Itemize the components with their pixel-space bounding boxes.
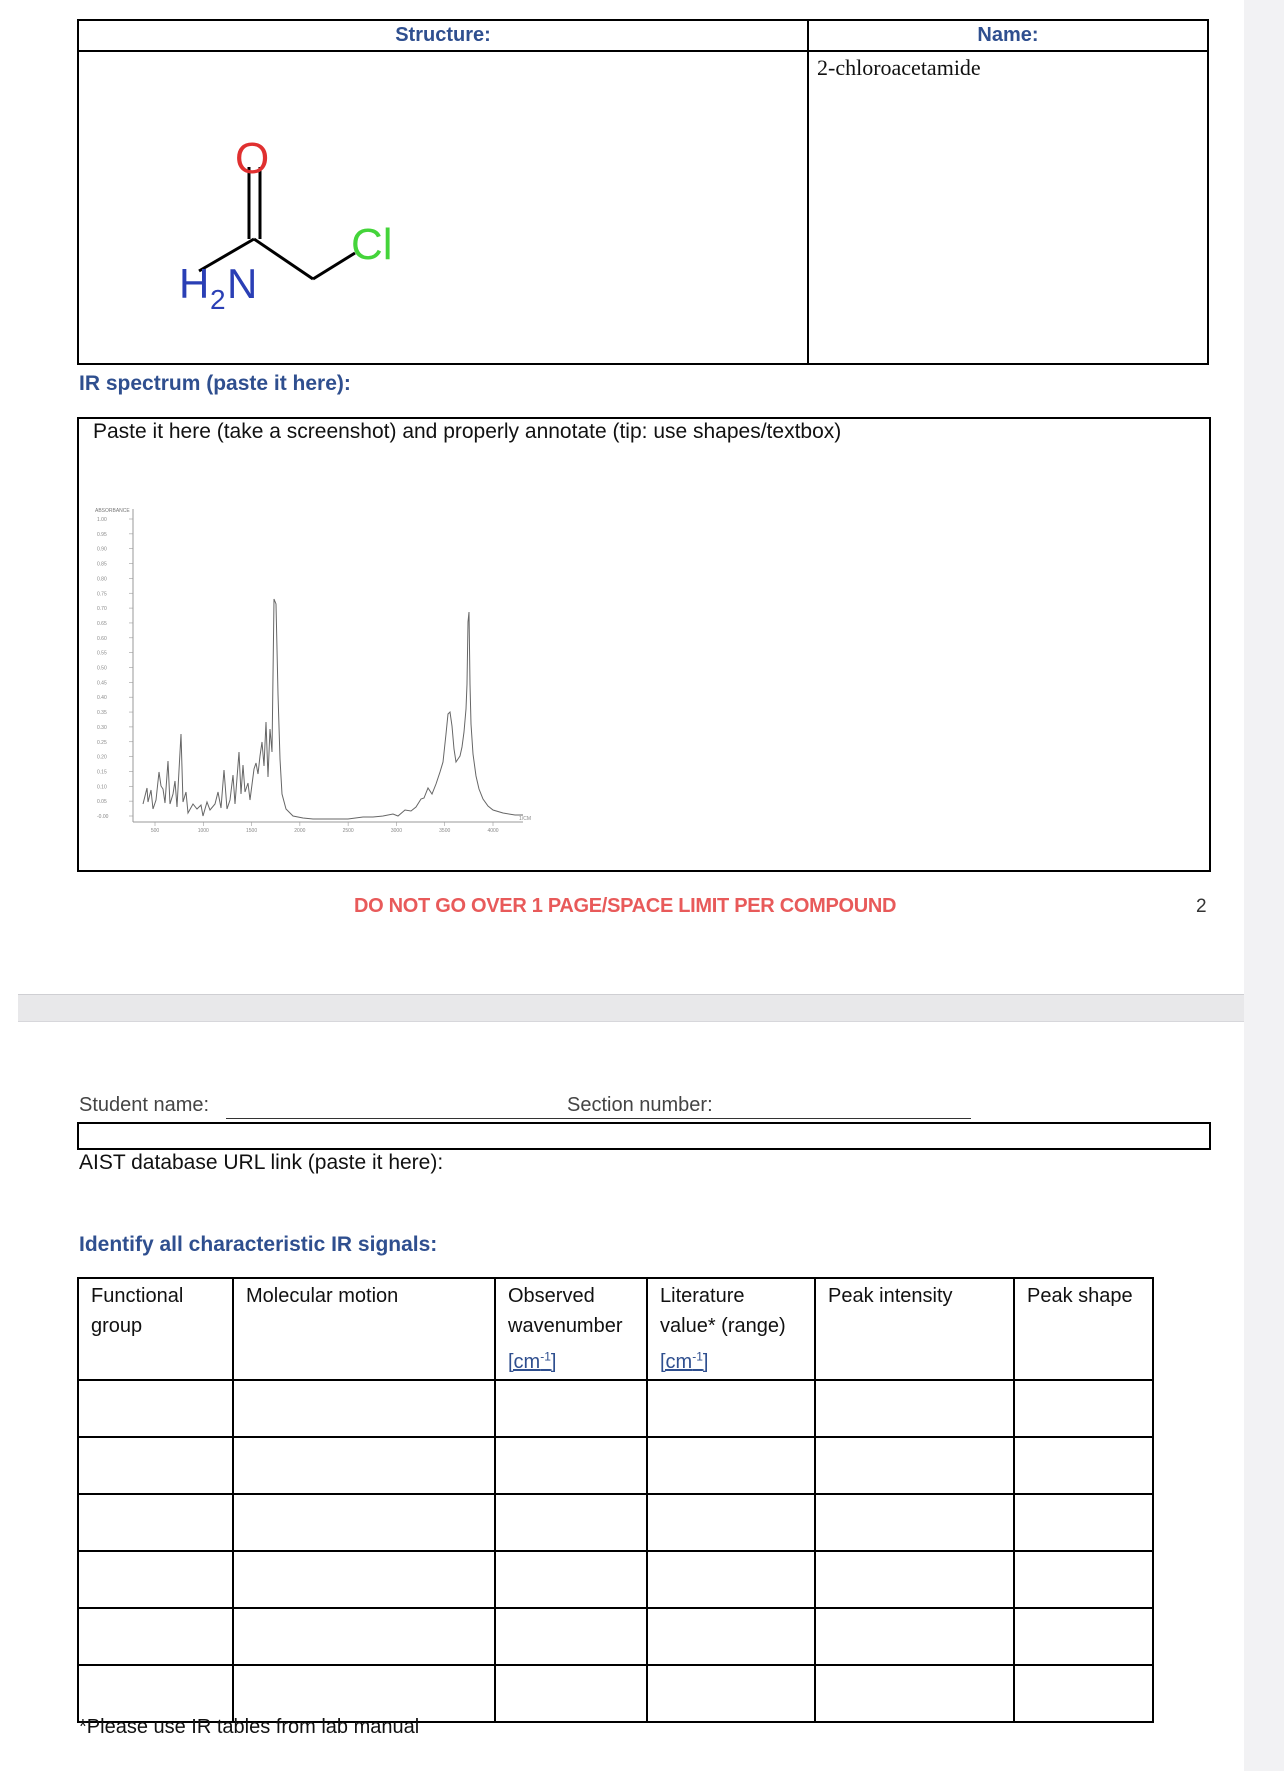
y-tick-label: 0.30 [97, 724, 107, 731]
y-tick-label: 0.05 [97, 799, 107, 806]
name-header: Name: [977, 24, 1039, 46]
x-tick-group [151, 822, 499, 834]
student-name-field[interactable] [226, 1118, 566, 1119]
table-cell[interactable] [815, 1380, 1014, 1437]
table-cell[interactable] [1014, 1551, 1153, 1608]
table-cell[interactable] [815, 1437, 1014, 1494]
x-tick-label: 3000 [390, 828, 402, 834]
table-cell[interactable] [233, 1380, 495, 1437]
oxygen-atom: O [235, 134, 270, 183]
table-cell[interactable] [647, 1551, 815, 1608]
aist-url-field[interactable] [77, 1122, 1211, 1150]
y-tick-label: 0.10 [97, 784, 107, 791]
ir-signals-label: Identify all characteristic IR signals: [79, 1233, 438, 1256]
header-literature-value [647, 1278, 815, 1380]
y-tick-label: 0.85 [97, 561, 107, 568]
amine-n: N [227, 260, 258, 307]
table-cell[interactable] [233, 1665, 495, 1722]
ir-spectrum-image[interactable] [93, 504, 533, 844]
space-limit-warning: DO NOT GO OVER 1 PAGE/SPACE LIMIT PER COMPOUND [354, 895, 897, 917]
header-observed-wavenumber [495, 1278, 647, 1380]
aist-url-label: AIST database URL link (paste it here): [79, 1151, 444, 1174]
x-axis-unit: 1/CM [519, 816, 531, 822]
y-tick-label: 0.95 [97, 531, 107, 538]
header-text: wavenumber [508, 1315, 623, 1337]
table-row [78, 1551, 1153, 1608]
y-tick-label: 0.70 [97, 606, 107, 613]
viewer-margin [1244, 0, 1284, 1771]
y-tick-label: 0.15 [97, 769, 107, 776]
compound-name[interactable]: 2-chloroacetamide [817, 55, 981, 80]
page-break-gap [18, 994, 1244, 1022]
header-text: value* (range) [660, 1315, 786, 1337]
table-cell[interactable] [1014, 1608, 1153, 1665]
y-tick-label: 0.40 [97, 695, 107, 702]
table-divider [79, 50, 1207, 52]
header-text: group [91, 1315, 143, 1337]
y-tick-label: 0.90 [97, 546, 107, 553]
table-cell[interactable] [647, 1380, 815, 1437]
header-peak-shape: Peak shape [1014, 1278, 1153, 1380]
table-cell[interactable] [78, 1608, 233, 1665]
section-number-label: Section number: [567, 1094, 713, 1116]
y-tick-label: 0.60 [97, 635, 107, 642]
table-cell[interactable] [78, 1437, 233, 1494]
x-tick-label: 2500 [342, 828, 354, 834]
table-cell[interactable] [78, 1494, 233, 1551]
table-cell[interactable] [495, 1494, 647, 1551]
table-cell[interactable] [647, 1608, 815, 1665]
bond-c-cl [313, 253, 355, 279]
table-cell[interactable] [647, 1437, 815, 1494]
x-tick-label: 4000 [487, 828, 499, 834]
table-cell[interactable] [495, 1665, 647, 1722]
table-cell[interactable] [233, 1437, 495, 1494]
table-cell[interactable] [815, 1494, 1014, 1551]
structure-name-table [77, 19, 1209, 365]
table-row [78, 1608, 1153, 1665]
ir-spectrum-box[interactable] [77, 417, 1211, 872]
y-tick-label: 0.75 [97, 591, 107, 598]
x-tick-label: 2000 [294, 828, 306, 834]
table-cell[interactable] [815, 1665, 1014, 1722]
header-molecular-motion: Molecular motion [233, 1278, 495, 1380]
header-peak-intensity: Peak intensity [815, 1278, 1014, 1380]
y-tick-label: -0.00 [97, 814, 109, 820]
y-tick-label: 0.45 [97, 680, 107, 687]
table-row [78, 1494, 1153, 1551]
table-cell[interactable] [815, 1608, 1014, 1665]
table-cell[interactable] [233, 1608, 495, 1665]
table-cell[interactable] [1014, 1665, 1153, 1722]
y-tick-label: 0.55 [97, 650, 107, 657]
table-cell[interactable] [1014, 1494, 1153, 1551]
table-cell[interactable] [495, 1551, 647, 1608]
table-cell[interactable] [647, 1494, 815, 1551]
ir-spectrum-label: IR spectrum (paste it here): [79, 372, 351, 395]
ir-signals-table [77, 1277, 1154, 1723]
x-tick-label: 1500 [246, 828, 258, 834]
section-number-field[interactable] [566, 1118, 971, 1119]
y-tick-label: 0.20 [97, 754, 107, 761]
spectrum-trace [143, 599, 523, 819]
structure-header: Structure: [395, 24, 491, 46]
molecule-structure[interactable] [99, 101, 479, 321]
student-name-label: Student name: [79, 1094, 210, 1116]
footnote: *Please use IR tables from lab manual [79, 1716, 420, 1738]
header-text: Literature [660, 1285, 745, 1307]
table-cell[interactable] [78, 1551, 233, 1608]
table-cell[interactable] [495, 1437, 647, 1494]
table-cell[interactable] [1014, 1437, 1153, 1494]
header-text: Functional [91, 1285, 184, 1307]
header-functional-group [78, 1278, 233, 1380]
table-cell[interactable] [1014, 1380, 1153, 1437]
table-header-row [78, 1278, 1153, 1380]
header-text: Observed [508, 1285, 595, 1307]
x-tick-label: 500 [150, 828, 160, 834]
table-cell[interactable] [78, 1380, 233, 1437]
y-tick-group [97, 517, 133, 820]
table-cell[interactable] [815, 1551, 1014, 1608]
y-tick-label: 0.65 [97, 620, 107, 627]
ir-instruction: Paste it here (take a screenshot) and properly annotate (tip: use shapes/textbox) [93, 420, 842, 443]
table-cell[interactable] [495, 1608, 647, 1665]
table-cell[interactable] [78, 1665, 233, 1722]
table-cell[interactable] [233, 1551, 495, 1608]
table-cell[interactable] [647, 1665, 815, 1722]
x-tick-label: 3500 [439, 828, 451, 834]
y-tick-label: 0.50 [97, 665, 107, 672]
table-cell[interactable] [233, 1494, 495, 1551]
y-axis-title: ABSORBANCE [95, 508, 130, 514]
unit-text: $[cm^{-1}]$ [660, 1349, 709, 1373]
y-tick-label: 0.80 [97, 576, 107, 583]
table-divider [807, 21, 809, 363]
y-tick-label: 0.35 [97, 710, 107, 717]
page-number: 2 [1196, 896, 1207, 917]
table-row [78, 1380, 1153, 1437]
amine-h: H [179, 260, 210, 307]
table-row [78, 1665, 1153, 1722]
unit-text: $[cm^{-1}]$ [508, 1349, 557, 1373]
bond-c-c [254, 239, 313, 279]
y-tick-label: 1.00 [97, 517, 107, 523]
table-cell[interactable] [495, 1380, 647, 1437]
chlorine-atom: Cl [351, 220, 393, 269]
table-row [78, 1437, 1153, 1494]
amine-subscript: 2 [210, 284, 226, 315]
y-tick-label: 0.25 [97, 739, 107, 746]
x-tick-label: 1000 [197, 828, 209, 834]
